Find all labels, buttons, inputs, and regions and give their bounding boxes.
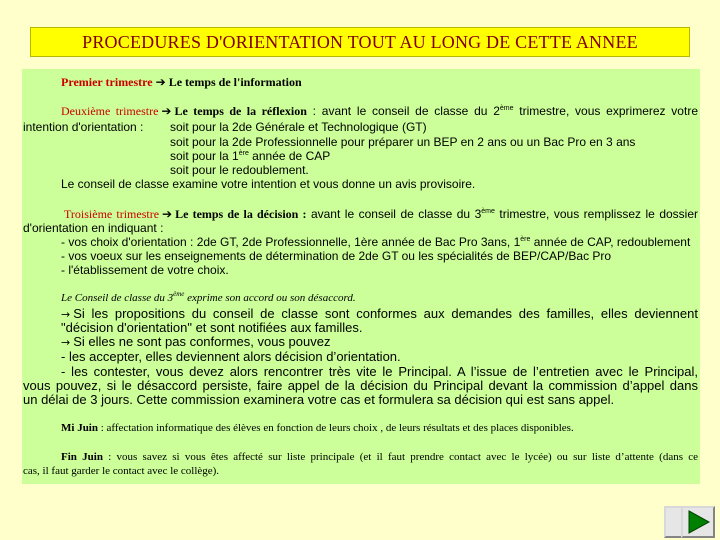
- trimestre-1-text: Le temps de l'information: [168, 75, 302, 89]
- trimestre-2-heading: Le temps de la réflexion: [174, 104, 307, 118]
- nav-next-button[interactable]: [681, 506, 715, 538]
- trimestre-2-intro-cont: intention d'orientation :: [23, 120, 144, 134]
- right-arrow-icon: ➔: [161, 104, 172, 118]
- trimestre-2-intro-text: : avant le conseil de classe du 2: [306, 104, 500, 118]
- right-arrow-icon: →: [61, 308, 71, 321]
- dossier-item-etablissement: - l'établissement de votre choix.: [61, 263, 229, 277]
- trimestre-3-label: Troisième trimestre: [64, 207, 160, 221]
- superscript: ème: [481, 208, 495, 215]
- fin-juin: Fin Juin : vous savez si vous êtes affecté sur liste principale (et il faut prendre contact avec le lycée) ou sur liste d’attente (dans ce: [61, 451, 699, 463]
- mi-juin: Mi Juin : affectation informatique des élèves en fonction de leurs choix , de leurs résultats et des places disponibles.: [61, 422, 574, 434]
- conseil-p3: - les accepter, elles deviennent alors décision d’orientation.: [61, 349, 401, 364]
- conseil-p4: - les contester, vous devez alors rencontrer très vite le Principal. A l’issue de l’entretien avec le Principal,: [61, 364, 698, 379]
- trimestre-2-intro-text-end: trimestre, vous exprimerez votre: [513, 104, 698, 118]
- option-gt: soit pour la 2de Générale et Technologique (GT): [170, 120, 427, 134]
- fin-juin-label: Fin Juin: [61, 451, 103, 463]
- trimestre-3-intro-cont: d'orientation en indiquant :: [23, 221, 164, 235]
- trimestre-3-intro-text-end: trimestre, vous remplissez le dossier: [494, 207, 698, 221]
- option-pro: soit pour la 2de Professionnelle pour préparer un BEP en 2 ans ou un Bac Pro en 3 ans: [170, 135, 636, 149]
- right-arrow-icon: ➔: [155, 75, 166, 89]
- right-arrow-icon: ➔: [162, 207, 173, 221]
- play-next-icon: [683, 508, 713, 536]
- conseil-heading: Le Conseil de classe du 3ème exprime son accord ou son désaccord.: [61, 290, 356, 304]
- trimestre-2-label: Deuxième trimestre: [61, 104, 159, 118]
- trimestre-3-intro-text: avant le conseil de classe du 3: [306, 207, 482, 221]
- trimestre-2-conclusion: Le conseil de classe examine votre intention et vous donne un avis provisoire.: [61, 177, 476, 191]
- trimestre-1: [61, 75, 302, 90]
- superscript: ème: [499, 105, 514, 112]
- page-title: PROCEDURES D'ORIENTATION TOUT AU LONG DE CETTE ANNEE: [30, 27, 690, 57]
- trimestre-3-intro: [64, 207, 698, 222]
- content-panel: [22, 69, 700, 484]
- trimestre-3-heading: Le temps de la décision :: [175, 207, 307, 221]
- dossier-item-voeux: - vos voeux sur les enseignements de détermination de 2de GT ou les spécialités de BEP/CAP/Bac Pro: [61, 249, 612, 263]
- fin-juin-cont: cas, il faut garder le contact avec le collège).: [23, 465, 220, 477]
- dossier-item-choix: - vos choix d'orientation : 2de GT, 2de Professionnelle, 1ère année de Bac Pro 3ans, 1ère année de CAP, redoublement: [61, 235, 691, 249]
- mi-juin-label: Mi Juin: [61, 422, 98, 434]
- conseil-p1-cont: "décision d'orientation" et sont notifiées aux familles.: [61, 320, 363, 335]
- trimestre-2-intro: [61, 104, 698, 119]
- option-redoublement: soit pour le redoublement.: [170, 163, 309, 177]
- conseil-p4-cont: vous pouvez, si le désaccord persiste, faire appel de la décision du Principal devant la commission d’appel dans: [23, 378, 698, 393]
- conseil-p4-end: un délai de 3 jours. Cette commission examinera votre cas et formulera sa décision qui est sans appel.: [23, 392, 615, 407]
- conseil-p1: → Si les propositions du conseil de classe sont conformes aux demandes des familles, elles deviennent: [61, 306, 698, 321]
- right-arrow-icon: →: [61, 336, 71, 349]
- trimestre-1-label: Premier trimestre: [61, 75, 153, 89]
- conseil-p2: → Si elles ne sont pas conformes, vous pouvez: [61, 334, 331, 349]
- option-cap: soit pour la 1ère année de CAP: [170, 149, 331, 163]
